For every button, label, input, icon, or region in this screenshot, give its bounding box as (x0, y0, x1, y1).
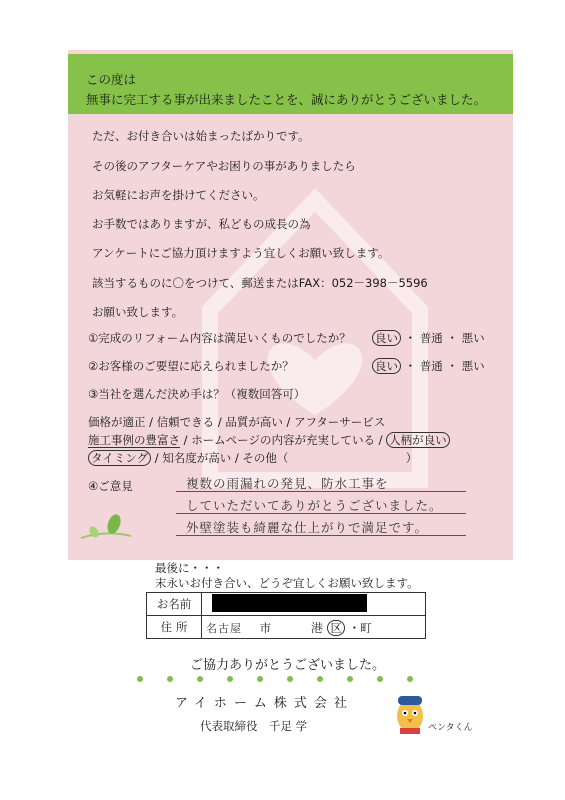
reason-homepage[interactable]: ホームページの内容が充実している (191, 433, 375, 447)
question-2-options: 良い ・ 普通 ・ 悪い (372, 358, 485, 374)
intro-line-7: お願い致します。 (92, 305, 184, 319)
redacted-name (212, 594, 367, 612)
opinion-handwritten-1: 複数の雨漏れの発見、防水工事を (186, 476, 389, 491)
thank-you-banner (68, 54, 513, 114)
opinion-rule-2 (176, 513, 466, 514)
question-3: ③当社を選んだ決め手は？（複数回答可） (88, 387, 306, 401)
address-field[interactable] (202, 616, 426, 639)
address-city-handwritten: 名古屋 (206, 621, 242, 635)
fax-instruction: 該当するものに〇をつけて、郵送またはFAX：052－398－5596 (92, 276, 428, 290)
q2-option-bad[interactable]: 悪い (461, 359, 485, 373)
intro-line-1: ただ、お付き合いは始まったばかりです。 (92, 129, 310, 143)
reason-quality[interactable]: 品質が高い (225, 415, 283, 429)
reasons-row-3: タイミング / 知名度が高い / その他（ ） (88, 450, 417, 466)
mascot-name: ペンタくん (428, 723, 473, 733)
intro-line-5: アンケートにご協力頂けますよう宜しくお願い致します。 (92, 246, 390, 260)
banner-line-2: 無事に完工する事が出来ましたことを、誠にありがとうございました。 (86, 92, 487, 107)
q2-option-good-circled[interactable]: 良い (372, 358, 401, 374)
closing-line-2: 末永いお付き合い、どうぞ宜しくお願い致します。 (155, 576, 419, 590)
q1-option-normal[interactable]: 普通 (419, 331, 443, 345)
reason-personality-circled[interactable]: 人柄が良い (386, 432, 450, 448)
name-label: お名前 (147, 593, 202, 616)
question-2: ②お客様のご要望に応えられましたか？ (88, 359, 294, 373)
reason-timing-circled[interactable]: タイミング (88, 450, 151, 466)
q1-option-bad[interactable]: 悪い (461, 331, 485, 345)
opinion-rule-1 (176, 491, 466, 492)
company-name: アイホーム株式会社 (175, 696, 354, 711)
address-label: 住 所 (147, 616, 202, 639)
q1-option-good-circled[interactable]: 良い (372, 330, 401, 346)
q2-option-normal[interactable]: 普通 (419, 359, 443, 373)
reasons-row-2: 施工事例の豊富さ / ホームページの内容が充実している / 人柄が良い (88, 432, 450, 448)
question-1-options: 良い ・ 普通 ・ 悪い (372, 330, 485, 346)
banner-line-1: この度は (86, 72, 137, 87)
question-4: ④ご意見 (88, 479, 133, 493)
question-1: ①完成のリフォーム内容は満足いくものでしたか？ (88, 331, 351, 345)
reason-trust[interactable]: 信頼できる (156, 415, 215, 429)
representative: 代表取締役 千足 学 (200, 719, 308, 733)
opinion-handwritten-2: していただいてありがとうございました。 (186, 498, 443, 513)
reason-other[interactable]: その他（ (242, 451, 289, 465)
reason-fame[interactable]: 知名度が高い (162, 451, 232, 465)
clover-border (130, 674, 430, 684)
reason-cases-underlined[interactable]: 施工事例の豊富さ (88, 433, 180, 447)
intro-line-3: お気軽にお声を掛けてください。 (92, 188, 265, 202)
reason-after-service[interactable]: アフターサービス (294, 415, 386, 429)
opinion-rule-3 (176, 535, 466, 536)
city-suffix: 市 (259, 620, 272, 635)
closing-line-1: 最後に・・・ (155, 561, 224, 575)
thanks-message: ご協力ありがとうございました。 (190, 658, 386, 673)
intro-line-2: その後のアフターケアやお困りの事がありましたら (92, 159, 356, 173)
ward-handwritten: 港 (310, 620, 324, 635)
reasons-row-1: 価格が適正 / 信頼できる / 品質が高い / アフターサービス (88, 415, 386, 429)
town-suffix: ・町 (348, 620, 372, 635)
reason-price[interactable]: 価格が適正 (88, 415, 146, 429)
intro-line-4: お手数ではありますが、私どもの成長の為 (92, 217, 311, 231)
opinion-handwritten-3: 外壁塗装も綺麗な仕上がりで満足です。 (186, 520, 429, 535)
ward-suffix-circled: 区 (327, 620, 345, 636)
sprout-illustration (76, 510, 136, 540)
